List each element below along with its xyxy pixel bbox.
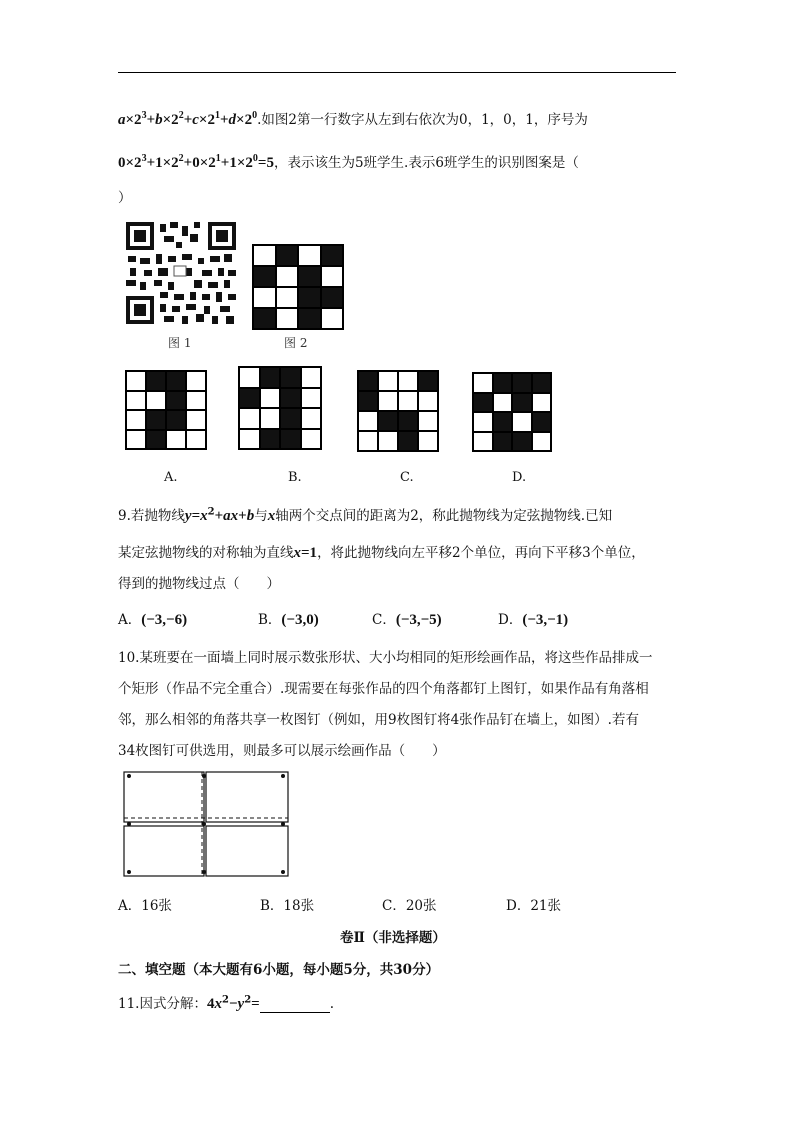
grid-cell [512,373,532,393]
grid-cell [276,266,299,287]
q10-line3: 邻，那么相邻的角落共享一枚图钉（例如，用9枚图钉将4张作品钉在墙上，如图）.若有 [118,712,639,728]
grid-cell [398,391,418,411]
grid-cell [260,429,281,450]
grid-cell [253,266,276,287]
option-b-label[interactable]: B. [288,470,302,485]
grid-cell [473,393,493,413]
qr-code-figure [124,220,238,326]
fig2-grid [252,244,344,330]
option-a-label[interactable]: A. [164,470,178,485]
q10-option-a-value: 16张 [141,898,172,914]
grid-cell [321,245,344,266]
grid-cell [298,266,321,287]
grid-cell [473,432,493,452]
grid-cell [280,408,301,429]
grid-cell [532,373,552,393]
grid-cell [280,388,301,409]
grid-cell [166,410,186,430]
option-c-label[interactable]: C. [400,470,414,485]
grid-cell [321,266,344,287]
q8-line2: $0\times 2^3+1\times 2^2+0\times 2^1+1\times 2^0=5$，表示该生为5班学生.表示6班学生的识别图案是（ [118,153,579,171]
grid-cell [532,412,552,432]
grid-cell [260,388,281,409]
q9-mid1: 与 [254,508,268,524]
q10-option-c-value: 20张 [405,898,437,914]
q10-option-d-value: 21张 [530,898,562,914]
grid-cell [358,371,378,391]
grid-cell [493,432,513,452]
q11-prefix: 11.因式分解： [118,996,207,1012]
q10-line2: 个矩形（作品不完全重合）.现需要在每张作品的四个角落都钉上图钉，如果作品有角落相 [118,681,649,697]
q9-option-b-label: B． [258,612,282,628]
q9-option-d-value: (−3,−1) [522,612,569,628]
grid-cell [146,371,166,391]
grid-cell [126,391,146,411]
grid-cell [473,412,493,432]
grid-cell [253,308,276,329]
option-c-grid[interactable] [357,370,439,452]
q9-prefix: 9.若抛物线 [118,508,185,524]
grid-cell [126,410,146,430]
q10-option-c[interactable] [382,894,437,914]
grid-cell [146,430,166,450]
q9-line2a: 某定弦抛物线的对称轴为直线 [118,545,294,561]
grid-cell [280,429,301,450]
grid-cell [276,308,299,329]
q9-option-a-value: (−3,−6) [141,612,188,628]
grid-cell [532,432,552,452]
q9-line2: 某定弦抛物线的对称轴为直线x=1，将此抛物线向左平移2个单位，再向下平移3个单位， [118,545,645,561]
q10-option-b-value: 18张 [283,898,315,914]
grid-cell [493,412,513,432]
option-b-grid[interactable] [238,366,322,450]
pinned-paintings-figure [120,768,292,880]
grid-cell [166,391,186,411]
grid-cell [378,391,398,411]
grid-cell [146,391,166,411]
fig2-caption: 图 2 [284,336,308,350]
grid-cell [276,245,299,266]
q9-option-c-value: (−3,−5) [395,612,442,628]
grid-cell [126,371,146,391]
q11-answer-blank[interactable] [260,998,330,1013]
fig1-caption: 图 1 [168,336,192,350]
grid-cell [276,287,299,308]
grid-cell [253,245,276,266]
grid-cell [146,410,166,430]
grid-cell [166,430,186,450]
q8-line1-text: .如图2第一行数字从左到右依次为0，1，0，1，序号为 [257,112,588,128]
grid-cell [260,367,281,388]
q9-option-c[interactable] [372,608,442,629]
option-a-grid[interactable] [125,370,207,450]
grid-cell [418,411,438,431]
q8-line1: $a\times 2^3+b\times 2^2+c\times 2^1+d\times 2^0$.如图2第一行数字从左到右依次为0，1，0，1，序号为 [118,110,588,128]
grid-cell [378,411,398,431]
q8-line3: ） [118,190,132,206]
grid-cell [186,430,206,450]
grid-cell [186,371,206,391]
grid-cell [239,408,260,429]
option-d-label[interactable]: D. [512,470,527,485]
q9-option-a[interactable] [118,608,187,629]
grid-cell [166,371,186,391]
q9-line1: 9.若抛物线$y=x^2+ax+b$与x轴两个交点间的距离为2，称此抛物线为定弦抛物线.已知 [118,506,613,524]
q9-option-a-label: A． [118,612,142,628]
grid-cell [301,388,322,409]
q10-option-b-label: B． [260,898,284,914]
grid-cell [301,367,322,388]
q9-option-d-label: D． [498,612,523,628]
q9-option-c-label: C． [372,612,396,628]
grid-cell [418,371,438,391]
grid-cell [321,287,344,308]
q11-line: 11.因式分解：$4x^2-y^2=$ . [118,994,335,1012]
grid-cell [418,431,438,451]
grid-cell [358,431,378,451]
q10-option-d[interactable] [506,894,561,914]
grid-cell [398,431,418,451]
grid-cell [301,408,322,429]
grid-cell [126,430,146,450]
grid-cell [493,393,513,413]
q10-line1: 10.某班要在一面墙上同时展示数张形状、大小均相同的矩形绘画作品，将这些作品排成一 [118,650,653,666]
grid-cell [298,287,321,308]
grid-cell [358,391,378,411]
grid-cell [398,411,418,431]
q9-line3: 得到的抛物线过点（ ） [118,576,280,592]
q9-line2b: ，将此抛物线向左平移2个单位，再向下平移3个单位， [317,545,645,561]
q10-option-c-label: C． [382,898,406,914]
q9-option-d[interactable] [498,608,568,629]
section2-title: 卷Ⅱ（非选择题） [340,930,446,946]
grid-cell [512,412,532,432]
grid-cell [378,371,398,391]
grid-cell [280,367,301,388]
q8-line2-text: ，表示该生为5班学生.表示6班学生的识别图案是（ [273,155,579,171]
grid-cell [260,408,281,429]
grid-cell [512,432,532,452]
q9-mid2: 轴两个交点间的距离为2，称此抛物线为定弦抛物线.已知 [275,508,613,524]
grid-cell [532,393,552,413]
q9-option-b[interactable] [258,608,319,629]
q10-line4: 34枚图钉可供选用，则最多可以展示绘画作品（ ） [118,743,446,759]
option-d-grid[interactable] [472,372,552,452]
grid-cell [512,393,532,413]
grid-cell [186,410,206,430]
grid-cell [321,308,344,329]
grid-cell [298,308,321,329]
section2-heading: 二、填空题（本大题有6小题，每小题5分，共30分） [118,962,440,978]
grid-cell [253,287,276,308]
grid-cell [493,373,513,393]
q10-option-a[interactable] [118,894,172,914]
grid-cell [298,245,321,266]
q10-option-a-label: A． [118,898,142,914]
grid-cell [358,411,378,431]
grid-cell [473,373,493,393]
grid-cell [398,371,418,391]
grid-cell [378,431,398,451]
grid-cell [239,388,260,409]
grid-cell [239,367,260,388]
q11-suffix: . [329,996,335,1012]
grid-cell [418,391,438,411]
grid-cell [239,429,260,450]
q10-option-d-label: D． [506,898,531,914]
q10-option-b[interactable] [260,894,314,914]
grid-cell [301,429,322,450]
grid-cell [186,391,206,411]
q9-option-b-value: (−3,0) [281,612,319,628]
header-rule [118,72,676,73]
